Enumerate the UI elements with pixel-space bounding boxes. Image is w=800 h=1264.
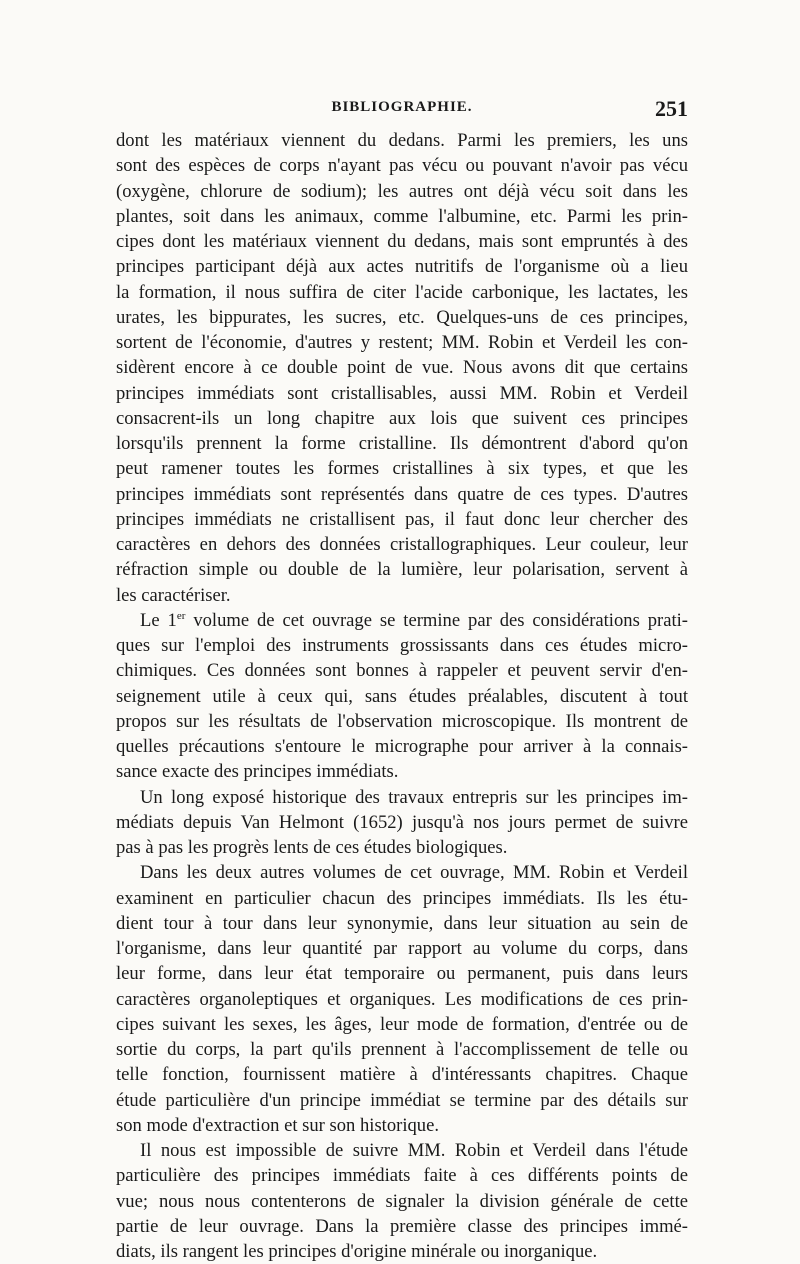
text-line: consacrent-ils un long chapitre aux lois que suivent ces principes (116, 407, 688, 429)
text-line: seignement utile à ceux qui, sans études préalables, discutent à tout (116, 685, 688, 707)
text-line: étude particulière d'un principe immédiat se termine par des détails sur (116, 1089, 688, 1111)
page-number: 251 (655, 96, 688, 121)
text-line: (oxygène, chlorure de sodium); les autres ont déjà vécu soit dans les (116, 180, 688, 202)
text-line: Dans les deux autres volumes de cet ouvrage, MM. Robin et Verdeil (140, 862, 688, 884)
text-line: quelles précautions s'entoure le micrographe pour arriver à la connais- (116, 736, 688, 757)
ordinal-prefix: Le 1 (140, 609, 177, 631)
text-line: les caractériser. (116, 584, 231, 606)
text-line: diats, ils rangent les principes d'origine minérale ou inorganique. (116, 1241, 598, 1262)
text-line: médiats depuis Van Helmont (1652) jusqu'à nos jours permet de suivre (116, 811, 688, 833)
paragraph (116, 860, 688, 1138)
paragraph (116, 785, 688, 861)
text-line: sidèrent encore à ce double point de vue. Nous avons dit que certains (116, 357, 688, 379)
paragraph (116, 608, 688, 785)
text-line: sont des espèces de corps n'ayant pas vécu ou pouvant n'avoir pas vécu (116, 155, 688, 177)
text-line: pas à pas les progrès lents de ces études biologiques. (116, 837, 508, 858)
ordinal-rest: volume de cet ouvrage se termine par des considérations prati- (185, 609, 688, 631)
text-line: particulière des principes immédiats faite à ces différents points de (116, 1165, 688, 1187)
text-line: caractères en dehors des données cristallographiques. Leur couleur, leur (116, 534, 688, 555)
text-line: sortie du corps, la part qu'ils prennent à l'accomplissement de telle ou (116, 1039, 688, 1060)
running-head: BIBLIOGRAPHIE. (331, 99, 473, 115)
page-header (116, 96, 688, 125)
paragraph (116, 128, 688, 608)
text-line: principes immédiats sont représentés dans quatre de ces types. D'autres (116, 483, 688, 505)
text-line: dont les matériaux viennent du dedans. Parmi les premiers, les uns (116, 130, 688, 151)
text-line: urates, les bippurates, les sucres, etc. Quelques-uns de ces principes, (116, 306, 688, 328)
text-line: dient tour à tour dans leur synonymie, dans leur situation au sein de (116, 912, 688, 934)
text-line: cipes dont les matériaux viennent du dedans, mais sont empruntés à des (116, 231, 688, 252)
text-line: telle fonction, fournissent matière à d'intéressants chapitres. Chaque (116, 1064, 688, 1086)
text-line: Il nous est impossible de suivre MM. Robin et Verdeil dans l'étude (140, 1140, 688, 1161)
text-line: sortent de l'économie, d'autres y restent; MM. Robin et Verdeil les con- (116, 332, 688, 353)
text-line: sance exacte des principes immédiats. (116, 761, 399, 783)
text-line: l'organisme, dans leur quantité par rapport au volume du corps, dans (116, 938, 688, 959)
text-line: principes immédiats ne cristallisent pas, il faut donc leur chercher des (116, 508, 688, 530)
text-line: propos sur les résultats de l'observation microscopique. Ils montrent de (116, 710, 688, 732)
text-line: vue; nous nous contenterons de signaler la division générale de cette (116, 1190, 688, 1212)
ordinal-superscript: er (176, 609, 186, 622)
text-line: la formation, il nous suffira de citer l'acide carbonique, les lactates, les (116, 281, 688, 303)
text-line: peut ramener toutes les formes cristallines à six types, et que les (116, 458, 688, 480)
text-line: chimiques. Ces données sont bonnes à rappeler et peuvent servir d'en- (116, 660, 688, 682)
text-line: principes participant déjà aux actes nutritifs de l'organisme où a lieu (116, 256, 688, 278)
text-line: caractères organoleptiques et organiques. Les modifications de ces prin- (116, 988, 688, 1010)
text-line: réfraction simple ou double de la lumière, leur polarisation, servent à (116, 559, 688, 581)
text-line: plantes, soit dans les animaux, comme l'albumine, etc. Parmi les prin- (116, 205, 688, 227)
text-line: lorsqu'ils prennent la forme cristalline. Ils démontrent d'abord qu'on (116, 433, 688, 454)
text-line: partie de leur ouvrage. Dans la première classe des principes immé- (116, 1215, 688, 1237)
paragraph (116, 1138, 688, 1264)
text-line: leur forme, dans leur état temporaire ou permanent, puis dans leurs (116, 963, 688, 985)
text-line: cipes suivant les sexes, les âges, leur mode de formation, d'entrée ou de (116, 1013, 688, 1035)
text-line: ques sur l'emploi des instruments grossissants dans ces études micro- (116, 635, 688, 656)
body-text (116, 128, 688, 1264)
text-line: examinent en particulier chacun des principes immédiats. Ils les étu- (116, 887, 688, 909)
text-line: Un long exposé historique des travaux entrepris sur les principes im- (140, 786, 688, 808)
text-line: son mode d'extraction et sur son historique. (116, 1114, 440, 1136)
text-line: principes immédiats sont cristallisables, aussi MM. Robin et Verdeil (116, 382, 688, 404)
text-line (116, 608, 688, 633)
